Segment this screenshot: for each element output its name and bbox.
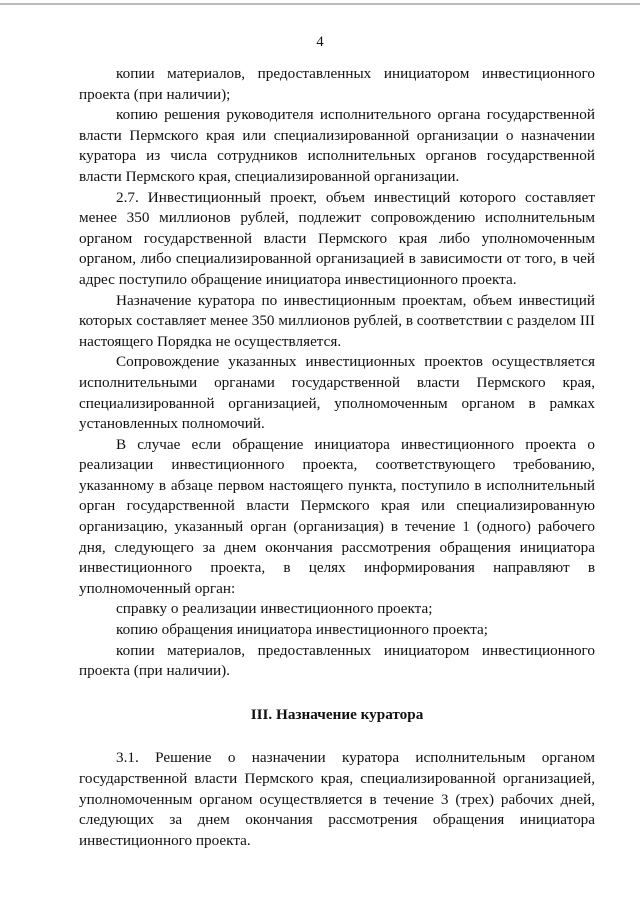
paragraph: 2.7. Инвестиционный проект, объем инвестиций которого составляет менее 350 миллионов рублей, подлежит сопровождению исполнительным органом государственной власти Пермского края либо уполномоченным органом, либо специализированной организацией в зависимости от того, в чей адрес поступило обращение инициатора инвестиционного проекта.	[79, 188, 595, 288]
paragraph: В случае если обращение инициатора инвестиционного проекта о реализации инвестиционного проекта, соответствующего требованию, указанному в абзаце первом настоящего пункта, поступило в исполнительный орган государственной власти Пермского края или специализированную организацию, указанный орган (организация) в течение 1 (одного) рабочего дня, следующего за днем окончания рассмотрения обращения инициатора инвестиционного проекта, в целях информирования направляют в уполномоченный орган:	[79, 435, 595, 597]
top-border-line	[0, 3, 640, 5]
list-item: справку о реализации инвестиционного проекта;	[116, 600, 433, 618]
paragraph: копии материалов, предоставленных инициатором инвестиционного проекта (при наличии);	[79, 65, 595, 103]
list-item: копию обращения инициатора инвестиционного проекта;	[116, 621, 488, 639]
paragraph: 3.1. Решение о назначении куратора исполнительным органом государственной власти Пермского края, специализированной организацией, уполномоченным органом осуществляется в течение 3 (трех) рабочих дней, следующих за днем окончания рассмотрения обращения инициатора инвестиционного проекта.	[79, 749, 595, 849]
section-heading: III. Назначение куратора	[250, 705, 424, 723]
paragraph: Назначение куратора по инвестиционным проектам, объем инвестиций которых составляет менее 350 миллионов рублей, в соответствии с разделом III настоящего Порядка не осуществляется.	[79, 291, 595, 350]
list-item: копии материалов, предоставленных инициатором инвестиционного проекта (при наличии).	[79, 641, 595, 680]
page-number: 4	[316, 34, 324, 50]
paragraph: копию решения руководителя исполнительного органа государственной власти Пермского края или специализированной организации о назначении куратора из числа сотрудников исполнительных органов государственной власти Пермского края, специализированной организации.	[79, 106, 595, 185]
paragraph: Сопровождение указанных инвестиционных проектов осуществляется исполнительными органами государственной власти Пермского края, специализированной организацией, уполномоченным органом в рамках установленных полномочий.	[79, 353, 595, 433]
document-body	[79, 64, 595, 851]
